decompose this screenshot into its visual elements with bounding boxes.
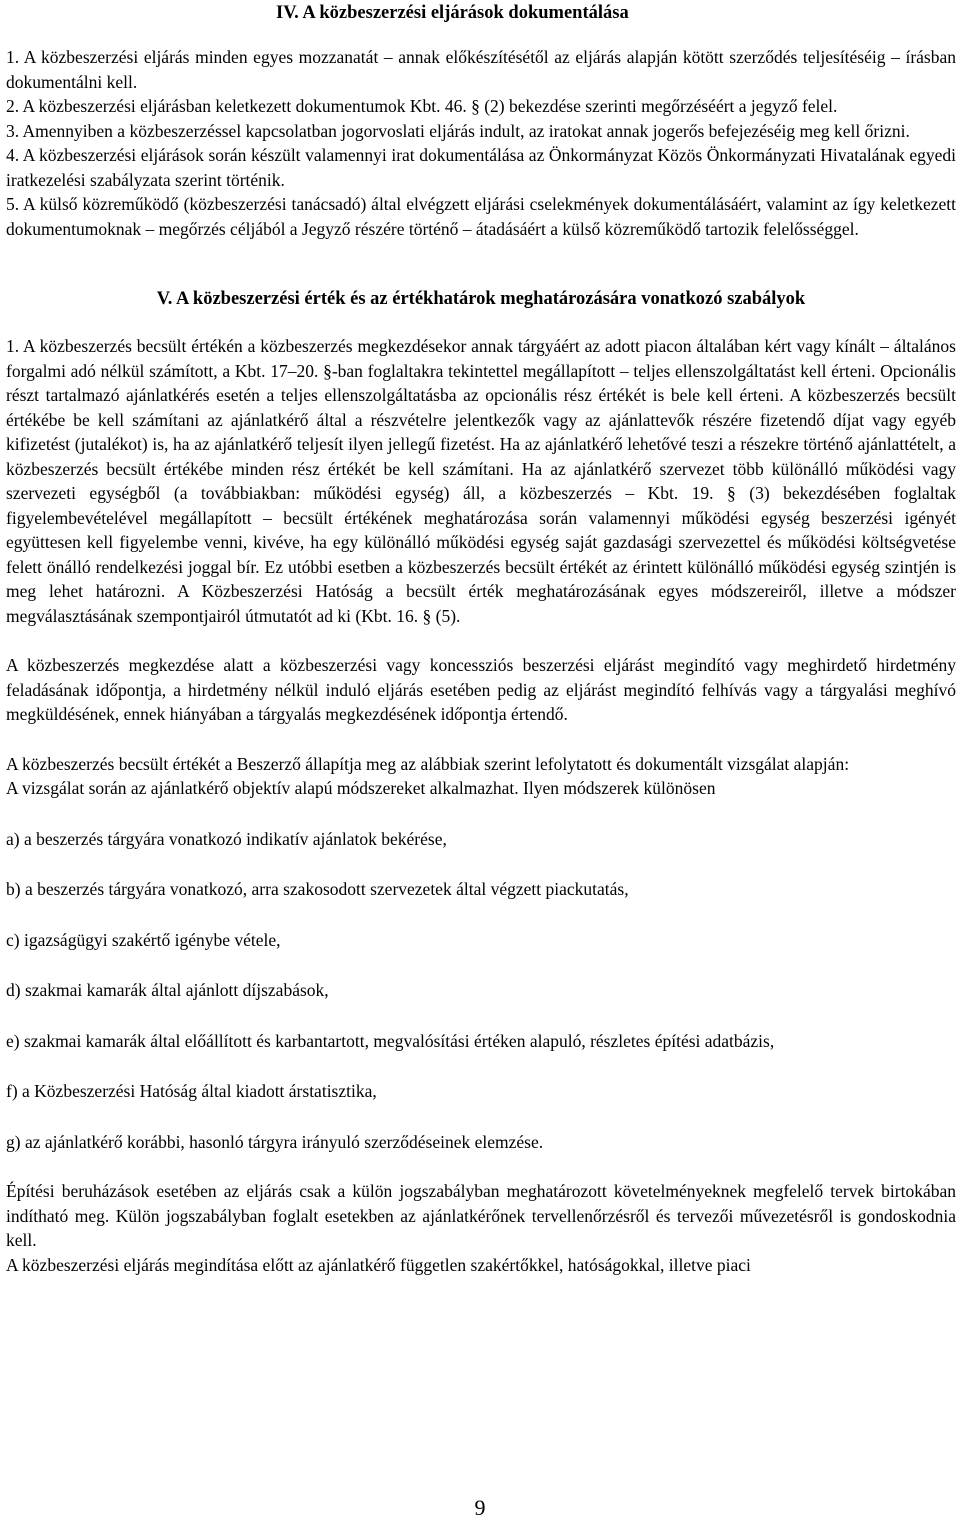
section-iv-item-2: 2. A közbeszerzési eljárásban keletkezett dokumentumok Kbt. 46. § (2) bekezdése szerinti megőrzéséért a jegyző felel. xyxy=(6,96,838,116)
section-v-paragraph-1: 1. A közbeszerzés becsült értékén a közbeszerzés megkezdésekor annak tárgyáért az adott piacon általában kért vagy kínált – általános forgalmi adó nélkül számított, a Kbt. 17–20. §-ban foglaltakra tekintettel megállapított – teljes ellenszolgáltatást kell érteni. Opcionális részt tartalmazó ajánlatkérés esetén a teljes ellenszolgáltatásba az opcionális rész értékét is bele kell érteni. A közbeszerzés becsült értékébe be kell számítani az ajánlatkérő által a részvételre jelentkezők vagy az ajánlattevők részére fizetendő díjat vagy egyéb kifizetést (jutalékot) is, ha az ajánlatkérő teljesít ilyen jellegű fizetést. Ha az ajánlatkérő lehetővé teszi a részekre történő ajánlattételt, a közbeszerzés becsült értékébe minden rész értékét be kell számítani. Ha az ajánlatkérő szervezet több különálló működési vagy szervezeti egységből (a továbbiakban: működési egység) áll, a közbeszerzés – Kbt. 19. § (3) bekezdésében foglaltak figyelembevételével megállapított – becsült értékének meghatározása során valamennyi működési egység beszerzési igényét együttesen kell figyelembe venni, kivéve, ha egy különálló működési egység saját gazdasági szervezettel és működési költségvetése felett önálló rendelkezési joggal bír. Ez utóbbi esetben a közbeszerzés becsült értékét az érintett különálló működési egység szintjén is meg lehet határozni. A Közbeszerzési Hatóság a becsült érték meghatározásának egyes módszereiről, illetve a módszer megválasztásának szempontjairól útmutatót ad ki (Kbt. 16. § (5). xyxy=(6,336,956,626)
document-page xyxy=(6,0,956,1277)
section-v-paragraph-4: Építési beruházások esetében az eljárás csak a külön jogszabályban meghatározott követelményeknek megfelelő tervek birtokában indítható meg. Külön jogszabályban foglalt esetekben az ajánlatkérőnek tervellenőrzésről és tervezői művezetésről is gondoskodnia kell. xyxy=(6,1181,956,1250)
section-v-paragraph-3a: A közbeszerzés becsült értékét a Beszerző állapítja meg az alábbiak szerint lefolytatott és dokumentált vizsgálat alapján: xyxy=(6,753,850,774)
section-v-paragraph-3b: A vizsgálat során az ajánlatkérő objektív alapú módszereket alkalmazhat. Ilyen módszerek különösen xyxy=(6,778,716,798)
page-number: 9 xyxy=(474,1495,486,1520)
method-item-g: g) az ajánlatkérő korábbi, hasonló tárgyra irányuló szerződéseinek elemzése. xyxy=(6,1131,544,1152)
section-v-heading: V. A közbeszerzési érték és az értékhatárok meghatározására vonatkozó szabályok xyxy=(156,289,806,309)
section-v-paragraph-5: A közbeszerzési eljárás megindítása előtt az ajánlatkérő független szakértőkkel, hatóságokkal, illetve piaci xyxy=(6,1254,751,1275)
section-iv-item-5: 5. A külső közreműködő (közbeszerzési tanácsadó) által elvégzett eljárási cselekmények dokumentálásáért, valamint az így keletkezett dokumentumoknak – megőrzés céljából a Jegyző részére történő – átadásáért a külső közreműködő tartozik felelősséggel. xyxy=(6,194,956,239)
section-iv-item-1: 1. A közbeszerzési eljárás minden egyes mozzanatát – annak előkészítésétől az eljárás alapján kötött szerződés teljesítéséig – írásban dokumentálni kell. xyxy=(6,47,956,92)
section-iv-list xyxy=(6,45,956,241)
section-iv-item-4: 4. A közbeszerzési eljárások során készült valamennyi irat dokumentálása az Önkormányzat Közös Önkormányzati Hivatalának egyedi iratkezelési szabályzata szerint történik. xyxy=(6,145,956,190)
method-item-d: d) szakmai kamarák által ajánlott díjszabások, xyxy=(6,980,329,1000)
method-item-e: e) szakmai kamarák által előállított és karbantartott, megvalósítási értéken alapuló, részletes építési adatbázis, xyxy=(6,1030,775,1051)
method-item-f: f) a Közbeszerzési Hatóság által kiadott árstatisztika, xyxy=(6,1081,377,1101)
method-item-c: c) igazságügyi szakértő igénybe vétele, xyxy=(6,929,281,950)
method-item-b: b) a beszerzés tárgyára vonatkozó, arra szakosodott szervezetek által végzett piackutatás, xyxy=(6,879,629,899)
method-item-a: a) a beszerzés tárgyára vonatkozó indikatív ajánlatok bekérése, xyxy=(6,828,447,849)
methods-list xyxy=(6,827,956,1155)
section-iv-item-3: 3. Amennyiben a közbeszerzéssel kapcsolatban jogorvoslati eljárás indult, az iratokat annak jogerős befejezéséig meg kell őrizni. xyxy=(6,120,910,141)
section-iv-heading: IV. A közbeszerzési eljárások dokumentálása xyxy=(276,3,629,23)
section-v-paragraph-2: A közbeszerzés megkezdése alatt a közbeszerzési vagy koncessziós beszerzési eljárást megindító vagy meghirdető hirdetmény feladásának időpontja, a hirdetmény nélkül induló eljárás esetében pedig az eljárást megindító felhívás vagy a tárgyalási meghívó megküldésének, ennek hiányában a tárgyalás megkezdésének időpontja értendő. xyxy=(6,655,956,724)
